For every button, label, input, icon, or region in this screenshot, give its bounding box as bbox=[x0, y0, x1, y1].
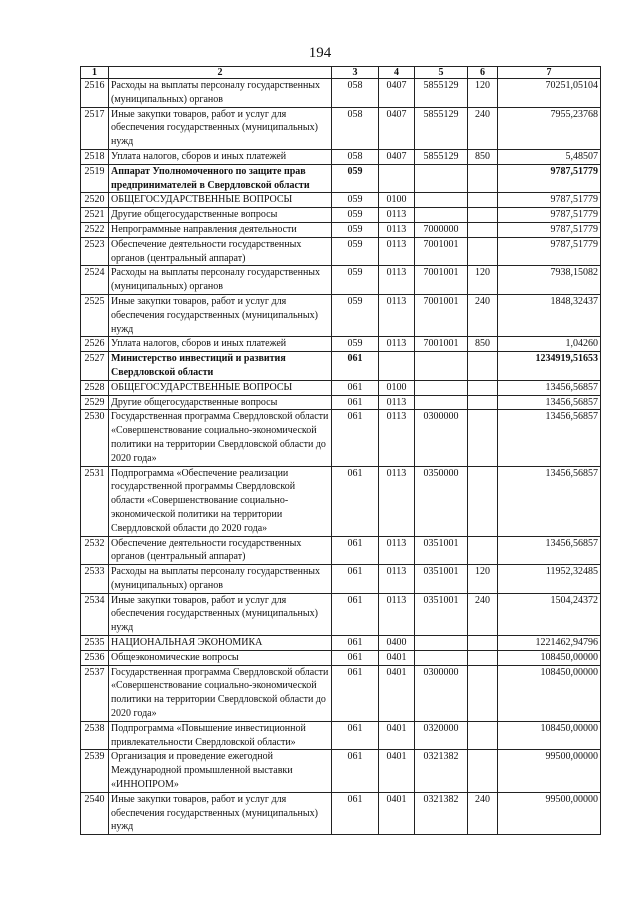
expense-type-cell: 240 bbox=[468, 593, 498, 635]
row-name-cell: ОБЩЕГОСУДАРСТВЕННЫЕ ВОПРОСЫ bbox=[109, 380, 332, 395]
section-code-cell: 0401 bbox=[379, 665, 415, 721]
target-article-cell: 0300000 bbox=[415, 665, 468, 721]
expense-type-cell bbox=[468, 164, 498, 193]
target-article-cell bbox=[415, 636, 468, 651]
section-code-cell: 0113 bbox=[379, 536, 415, 565]
ministry-code-cell: 061 bbox=[332, 466, 379, 536]
table-row bbox=[81, 565, 601, 594]
target-article-cell: 0320000 bbox=[415, 721, 468, 750]
expense-type-cell bbox=[468, 750, 498, 792]
ministry-code-cell: 058 bbox=[332, 79, 379, 108]
section-code-cell: 0100 bbox=[379, 193, 415, 208]
row-number-cell: 2533 bbox=[81, 565, 109, 594]
expense-type-cell: 240 bbox=[468, 107, 498, 149]
target-article-cell bbox=[415, 208, 468, 223]
row-name-cell: ОБЩЕГОСУДАРСТВЕННЫЕ ВОПРОСЫ bbox=[109, 193, 332, 208]
amount-cell: 70251,05104 bbox=[498, 79, 601, 108]
row-number-cell: 2526 bbox=[81, 337, 109, 352]
target-article-cell bbox=[415, 164, 468, 193]
ministry-code-cell: 061 bbox=[332, 665, 379, 721]
section-code-cell: 0100 bbox=[379, 380, 415, 395]
row-name-cell: Иные закупки товаров, работ и услуг для обеспечения государственных (муниципальных) нужд bbox=[109, 792, 332, 834]
row-number-cell: 2523 bbox=[81, 237, 109, 266]
target-article-cell bbox=[415, 193, 468, 208]
amount-cell: 1221462,94796 bbox=[498, 636, 601, 651]
amount-cell: 1848,32437 bbox=[498, 294, 601, 336]
ministry-code-cell: 061 bbox=[332, 650, 379, 665]
amount-cell: 9787,51779 bbox=[498, 193, 601, 208]
row-number-cell: 2532 bbox=[81, 536, 109, 565]
section-code-cell: 0407 bbox=[379, 79, 415, 108]
section-code-cell: 0113 bbox=[379, 395, 415, 410]
ministry-code-cell: 061 bbox=[332, 750, 379, 792]
row-name-cell: Министерство инвестиций и развития Свердловской области bbox=[109, 352, 332, 381]
row-number-cell: 2524 bbox=[81, 266, 109, 295]
row-name-cell: Расходы на выплаты персоналу государственных (муниципальных) органов bbox=[109, 79, 332, 108]
section-code-cell bbox=[379, 352, 415, 381]
ministry-code-cell: 059 bbox=[332, 237, 379, 266]
expense-type-cell: 850 bbox=[468, 337, 498, 352]
table-row bbox=[81, 721, 601, 750]
section-code-cell: 0401 bbox=[379, 750, 415, 792]
target-article-cell bbox=[415, 352, 468, 381]
row-name-cell: Расходы на выплаты персоналу государственных (муниципальных) органов bbox=[109, 565, 332, 594]
ministry-code-cell: 061 bbox=[332, 395, 379, 410]
row-name-cell: Иные закупки товаров, работ и услуг для обеспечения государственных (муниципальных) нужд bbox=[109, 107, 332, 149]
row-name-cell: Государственная программа Свердловской области «Совершенствование социально-экономической политики на территории Свердловской области до 2020 года» bbox=[109, 410, 332, 466]
row-number-cell: 2534 bbox=[81, 593, 109, 635]
amount-cell: 13456,56857 bbox=[498, 410, 601, 466]
amount-cell: 1504,24372 bbox=[498, 593, 601, 635]
amount-cell: 13456,56857 bbox=[498, 380, 601, 395]
budget-table bbox=[80, 66, 601, 835]
target-article-cell: 0300000 bbox=[415, 410, 468, 466]
row-name-cell: Непрограммные направления деятельности bbox=[109, 222, 332, 237]
row-name-cell: НАЦИОНАЛЬНАЯ ЭКОНОМИКА bbox=[109, 636, 332, 651]
expense-type-cell: 240 bbox=[468, 792, 498, 834]
target-article-cell: 7001001 bbox=[415, 266, 468, 295]
table-body bbox=[81, 79, 601, 835]
row-number-cell: 2525 bbox=[81, 294, 109, 336]
target-article-cell: 5855129 bbox=[415, 107, 468, 149]
expense-type-cell bbox=[468, 222, 498, 237]
target-article-cell: 7001001 bbox=[415, 294, 468, 336]
target-article-cell bbox=[415, 380, 468, 395]
table-row bbox=[81, 380, 601, 395]
target-article-cell: 0351001 bbox=[415, 593, 468, 635]
section-code-cell: 0113 bbox=[379, 410, 415, 466]
expense-type-cell: 240 bbox=[468, 294, 498, 336]
table-row bbox=[81, 107, 601, 149]
table-row bbox=[81, 410, 601, 466]
row-number-cell: 2527 bbox=[81, 352, 109, 381]
row-name-cell: Другие общегосударственные вопросы bbox=[109, 395, 332, 410]
table-row bbox=[81, 636, 601, 651]
col-header-1: 1 bbox=[81, 67, 109, 79]
ministry-code-cell: 061 bbox=[332, 380, 379, 395]
expense-type-cell: 850 bbox=[468, 149, 498, 164]
row-number-cell: 2517 bbox=[81, 107, 109, 149]
row-number-cell: 2540 bbox=[81, 792, 109, 834]
expense-type-cell bbox=[468, 352, 498, 381]
table-row bbox=[81, 266, 601, 295]
row-name-cell: Обеспечение деятельности государственных органов (центральный аппарат) bbox=[109, 237, 332, 266]
ministry-code-cell: 061 bbox=[332, 636, 379, 651]
target-article-cell: 5855129 bbox=[415, 79, 468, 108]
table-row bbox=[81, 650, 601, 665]
row-name-cell: Иные закупки товаров, работ и услуг для обеспечения государственных (муниципальных) нужд bbox=[109, 593, 332, 635]
section-code-cell: 0401 bbox=[379, 721, 415, 750]
target-article-cell: 7001001 bbox=[415, 337, 468, 352]
row-name-cell: Подпрограмма «Обеспечение реализации государственной программы Свердловской области «Совершенствование социально-экономической политики на территории Свердловской области до 2020 года» bbox=[109, 466, 332, 536]
table-row bbox=[81, 164, 601, 193]
row-number-cell: 2516 bbox=[81, 79, 109, 108]
col-header-2: 2 bbox=[109, 67, 332, 79]
ministry-code-cell: 061 bbox=[332, 352, 379, 381]
section-code-cell: 0113 bbox=[379, 466, 415, 536]
target-article-cell: 0350000 bbox=[415, 466, 468, 536]
ministry-code-cell: 059 bbox=[332, 266, 379, 295]
expense-type-cell bbox=[468, 536, 498, 565]
row-number-cell: 2520 bbox=[81, 193, 109, 208]
section-code-cell: 0401 bbox=[379, 792, 415, 834]
expense-type-cell bbox=[468, 395, 498, 410]
ministry-code-cell: 061 bbox=[332, 593, 379, 635]
row-name-cell: Расходы на выплаты персоналу государственных (муниципальных) органов bbox=[109, 266, 332, 295]
target-article-cell: 7000000 bbox=[415, 222, 468, 237]
target-article-cell: 0321382 bbox=[415, 750, 468, 792]
section-code-cell: 0113 bbox=[379, 337, 415, 352]
amount-cell: 1234919,51653 bbox=[498, 352, 601, 381]
ministry-code-cell: 061 bbox=[332, 536, 379, 565]
col-header-7: 7 bbox=[498, 67, 601, 79]
expense-type-cell bbox=[468, 650, 498, 665]
row-number-cell: 2535 bbox=[81, 636, 109, 651]
amount-cell: 11952,32485 bbox=[498, 565, 601, 594]
section-code-cell: 0407 bbox=[379, 107, 415, 149]
row-number-cell: 2518 bbox=[81, 149, 109, 164]
target-article-cell: 5855129 bbox=[415, 149, 468, 164]
table-row bbox=[81, 294, 601, 336]
target-article-cell: 7001001 bbox=[415, 237, 468, 266]
amount-cell: 13456,56857 bbox=[498, 536, 601, 565]
row-name-cell: Организация и проведение ежегодной Международной промышленной выставки «ИННОПРОМ» bbox=[109, 750, 332, 792]
ministry-code-cell: 059 bbox=[332, 222, 379, 237]
table-row bbox=[81, 222, 601, 237]
row-number-cell: 2521 bbox=[81, 208, 109, 223]
table-row bbox=[81, 352, 601, 381]
expense-type-cell bbox=[468, 636, 498, 651]
amount-cell: 7955,23768 bbox=[498, 107, 601, 149]
amount-cell: 13456,56857 bbox=[498, 395, 601, 410]
expense-type-cell: 120 bbox=[468, 565, 498, 594]
ministry-code-cell: 058 bbox=[332, 107, 379, 149]
ministry-code-cell: 059 bbox=[332, 294, 379, 336]
ministry-code-cell: 059 bbox=[332, 164, 379, 193]
amount-cell: 5,48507 bbox=[498, 149, 601, 164]
table-row bbox=[81, 208, 601, 223]
table-row bbox=[81, 536, 601, 565]
row-number-cell: 2539 bbox=[81, 750, 109, 792]
page-number: 194 bbox=[308, 45, 332, 61]
row-number-cell: 2519 bbox=[81, 164, 109, 193]
target-article-cell bbox=[415, 650, 468, 665]
row-name-cell: Подпрограмма «Повышение инвестиционной привлекательности Свердловской области» bbox=[109, 721, 332, 750]
amount-cell: 13456,56857 bbox=[498, 466, 601, 536]
amount-cell: 99500,00000 bbox=[498, 792, 601, 834]
row-number-cell: 2531 bbox=[81, 466, 109, 536]
ministry-code-cell: 058 bbox=[332, 149, 379, 164]
row-name-cell: Обеспечение деятельности государственных органов (центральный аппарат) bbox=[109, 536, 332, 565]
table-row bbox=[81, 792, 601, 834]
ministry-code-cell: 059 bbox=[332, 193, 379, 208]
section-code-cell: 0113 bbox=[379, 266, 415, 295]
row-number-cell: 2537 bbox=[81, 665, 109, 721]
amount-cell: 108450,00000 bbox=[498, 665, 601, 721]
table-row bbox=[81, 593, 601, 635]
row-name-cell: Иные закупки товаров, работ и услуг для обеспечения государственных (муниципальных) нужд bbox=[109, 294, 332, 336]
ministry-code-cell: 061 bbox=[332, 410, 379, 466]
section-code-cell: 0113 bbox=[379, 593, 415, 635]
amount-cell: 9787,51779 bbox=[498, 164, 601, 193]
row-name-cell: Общеэкономические вопросы bbox=[109, 650, 332, 665]
row-number-cell: 2536 bbox=[81, 650, 109, 665]
expense-type-cell: 120 bbox=[468, 266, 498, 295]
expense-type-cell bbox=[468, 193, 498, 208]
amount-cell: 9787,51779 bbox=[498, 237, 601, 266]
row-name-cell: Уплата налогов, сборов и иных платежей bbox=[109, 337, 332, 352]
table-row bbox=[81, 193, 601, 208]
section-code-cell: 0113 bbox=[379, 208, 415, 223]
col-header-6: 6 bbox=[468, 67, 498, 79]
section-code-cell: 0407 bbox=[379, 149, 415, 164]
amount-cell: 108450,00000 bbox=[498, 650, 601, 665]
header-row bbox=[81, 67, 601, 79]
target-article-cell bbox=[415, 395, 468, 410]
section-code-cell: 0113 bbox=[379, 237, 415, 266]
section-code-cell: 0113 bbox=[379, 294, 415, 336]
section-code-cell: 0400 bbox=[379, 636, 415, 651]
row-number-cell: 2530 bbox=[81, 410, 109, 466]
amount-cell: 108450,00000 bbox=[498, 721, 601, 750]
section-code-cell: 0113 bbox=[379, 222, 415, 237]
table-row bbox=[81, 466, 601, 536]
row-name-cell: Государственная программа Свердловской области «Совершенствование социально-экономической политики на территории Свердловской области до 2020 года» bbox=[109, 665, 332, 721]
expense-type-cell bbox=[468, 208, 498, 223]
amount-cell: 7938,15082 bbox=[498, 266, 601, 295]
ministry-code-cell: 059 bbox=[332, 337, 379, 352]
target-article-cell: 0321382 bbox=[415, 792, 468, 834]
ministry-code-cell: 061 bbox=[332, 565, 379, 594]
col-header-5: 5 bbox=[415, 67, 468, 79]
col-header-4: 4 bbox=[379, 67, 415, 79]
expense-type-cell bbox=[468, 410, 498, 466]
amount-cell: 1,04260 bbox=[498, 337, 601, 352]
section-code-cell: 0401 bbox=[379, 650, 415, 665]
section-code-cell bbox=[379, 164, 415, 193]
target-article-cell: 0351001 bbox=[415, 565, 468, 594]
expense-type-cell bbox=[468, 380, 498, 395]
expense-type-cell: 120 bbox=[468, 79, 498, 108]
ministry-code-cell: 061 bbox=[332, 792, 379, 834]
row-number-cell: 2538 bbox=[81, 721, 109, 750]
table-row bbox=[81, 665, 601, 721]
table-row bbox=[81, 750, 601, 792]
table-row bbox=[81, 79, 601, 108]
row-name-cell: Уплата налогов, сборов и иных платежей bbox=[109, 149, 332, 164]
row-name-cell: Другие общегосударственные вопросы bbox=[109, 208, 332, 223]
row-number-cell: 2528 bbox=[81, 380, 109, 395]
col-header-3: 3 bbox=[332, 67, 379, 79]
table-row bbox=[81, 237, 601, 266]
table-row bbox=[81, 395, 601, 410]
expense-type-cell bbox=[468, 237, 498, 266]
amount-cell: 9787,51779 bbox=[498, 222, 601, 237]
ministry-code-cell: 061 bbox=[332, 721, 379, 750]
expense-type-cell bbox=[468, 665, 498, 721]
row-name-cell: Аппарат Уполномоченного по защите прав предпринимателей в Свердловской области bbox=[109, 164, 332, 193]
table-row bbox=[81, 337, 601, 352]
ministry-code-cell: 059 bbox=[332, 208, 379, 223]
section-code-cell: 0113 bbox=[379, 565, 415, 594]
row-number-cell: 2522 bbox=[81, 222, 109, 237]
amount-cell: 9787,51779 bbox=[498, 208, 601, 223]
row-number-cell: 2529 bbox=[81, 395, 109, 410]
amount-cell: 99500,00000 bbox=[498, 750, 601, 792]
expense-type-cell bbox=[468, 721, 498, 750]
table-row bbox=[81, 149, 601, 164]
expense-type-cell bbox=[468, 466, 498, 536]
target-article-cell: 0351001 bbox=[415, 536, 468, 565]
